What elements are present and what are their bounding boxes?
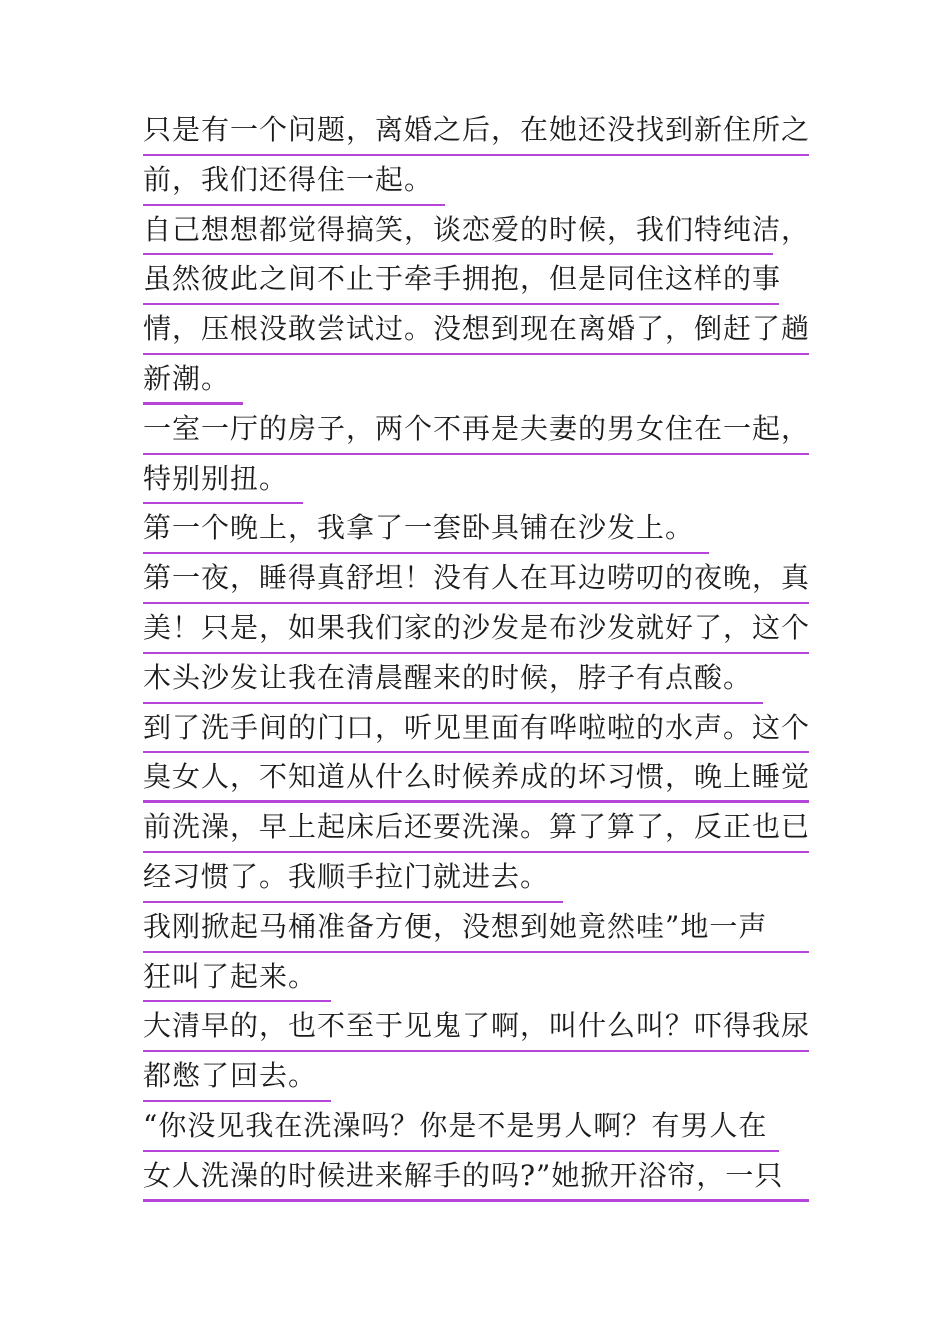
line-text: 虽然彼此之间不止于牵手拥抱，但是同住这样的事 <box>143 262 782 296</box>
text-line <box>143 305 853 355</box>
line-text: 我刚掀起马桶准备方便，没想到她竟然哇”地一声 <box>143 909 768 943</box>
text-line <box>143 255 853 305</box>
text-line <box>143 455 853 505</box>
line-text: 美！只是，如果我们家的沙发是布沙发就好了，这个 <box>143 610 811 644</box>
line-text: 第一个晚上，我拿了一套卧具铺在沙发上。 <box>143 511 695 545</box>
line-text: “你没见我在洗澡吗？你是不是男人啊？有男人在 <box>143 1108 768 1142</box>
text-line <box>143 1052 853 1102</box>
text-line <box>143 206 853 256</box>
line-text: 臭女人，不知道从什么时候养成的坏习惯，晚上睡觉 <box>143 760 811 794</box>
text-line <box>143 753 853 803</box>
text-line <box>143 554 853 604</box>
line-text: 狂叫了起来。 <box>143 959 318 993</box>
line-text: 新潮。 <box>143 361 231 395</box>
text-line <box>143 853 853 903</box>
line-text: 情，压根没敢尝试过。没想到现在离婚了，倒赶了趟 <box>143 312 811 346</box>
line-underline <box>143 1199 809 1202</box>
text-line <box>143 106 853 156</box>
line-text: 一室一厅的房子，两个不再是夫妻的男女住在一起， <box>143 411 811 445</box>
text-line <box>143 953 853 1003</box>
text-line <box>143 504 853 554</box>
line-text: 前洗澡，早上起床后还要洗澡。算了算了，反正也已 <box>143 810 811 844</box>
line-text: 女人洗澡的时候进来解手的吗?”她掀开浴帘，一只 <box>143 1158 784 1192</box>
text-line <box>143 405 853 455</box>
text-line <box>143 604 853 654</box>
line-text: 自己想想都觉得搞笑，谈恋爱的时候，我们特纯洁， <box>143 212 811 246</box>
line-text: 到了洗手间的门口，听见里面有哗啦啦的水声。这个 <box>143 710 811 744</box>
text-line <box>143 355 853 405</box>
line-text: 第一夜，睡得真舒坦！没有人在耳边唠叨的夜晚，真 <box>143 561 811 595</box>
text-line <box>143 156 853 206</box>
text-line <box>143 654 853 704</box>
text-line <box>143 1102 853 1152</box>
line-text: 都憋了回去。 <box>143 1059 318 1093</box>
text-line <box>143 1002 853 1052</box>
line-text: 特别别扭。 <box>143 461 289 495</box>
text-block <box>143 106 853 1202</box>
line-text: 经习惯了。我顺手拉门就进去。 <box>143 859 550 893</box>
line-text: 木头沙发让我在清晨醒来的时候，脖子有点酸。 <box>143 660 753 694</box>
line-text: 大清早的，也不至于见鬼了啊，叫什么叫？吓得我尿 <box>143 1009 811 1043</box>
line-text: 只是有一个问题，离婚之后，在她还没找到新住所之 <box>143 113 811 146</box>
line-text: 前，我们还得住一起。 <box>143 162 434 196</box>
text-line <box>143 803 853 853</box>
text-line <box>143 903 853 953</box>
text-line <box>143 704 853 754</box>
text-line <box>143 1152 853 1202</box>
